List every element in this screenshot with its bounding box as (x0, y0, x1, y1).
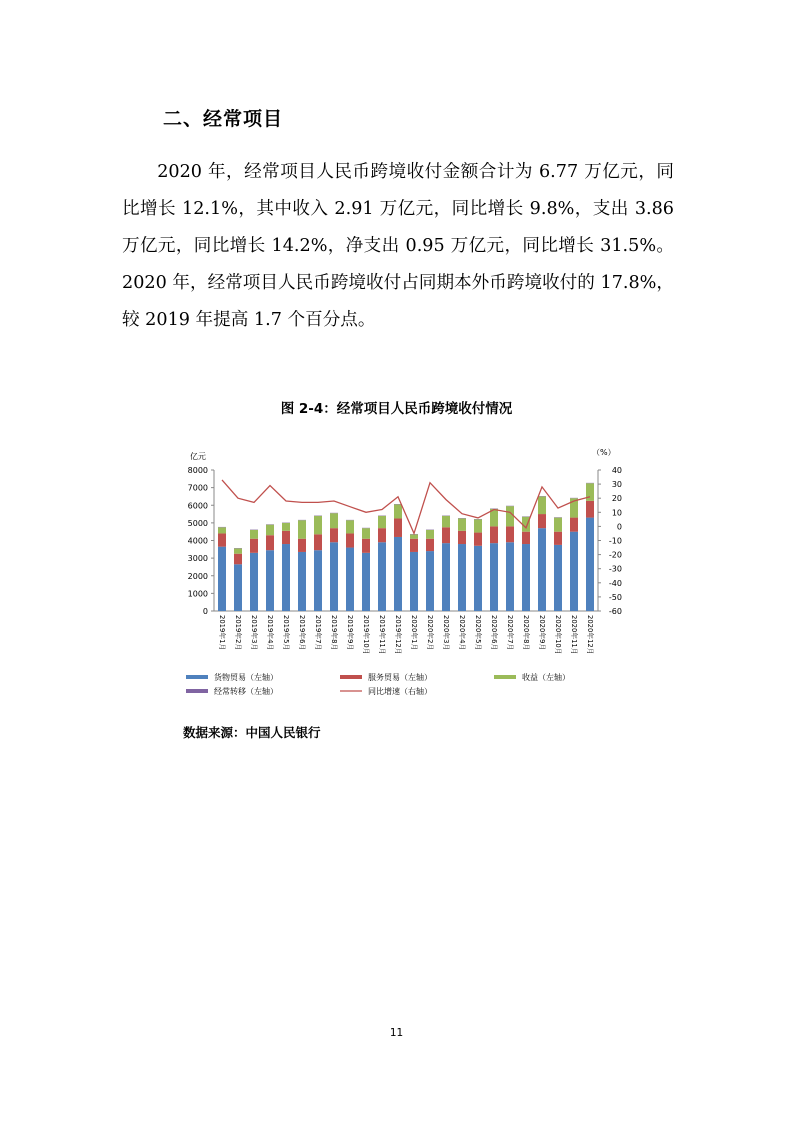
x-tick-label: 2019年8月 (330, 615, 338, 651)
x-tick-label: 2019年11月 (378, 615, 386, 655)
bar-segment-0 (458, 544, 466, 611)
x-tick-label: 2019年1月 (218, 615, 226, 651)
bar-segment-0 (474, 546, 482, 611)
bar-segment-2 (426, 530, 434, 539)
right-tick-label: 0 (616, 522, 622, 532)
legend-swatch (494, 675, 516, 679)
left-tick-label: 2000 (187, 571, 208, 581)
bar-segment-1 (554, 532, 562, 545)
bar-segment-2 (314, 516, 322, 535)
left-tick-label: 1000 (187, 589, 208, 599)
bar-segment-0 (298, 552, 306, 611)
bar-segment-2 (506, 506, 514, 526)
right-tick-label: -20 (608, 550, 622, 560)
bar-segment-0 (282, 544, 290, 611)
bar-segment-0 (218, 547, 226, 611)
legend-label: 货物贸易（左轴） (214, 673, 278, 682)
x-tick-label: 2020年6月 (490, 615, 498, 651)
bar-segment-1 (522, 532, 530, 544)
x-tick-label: 2020年7月 (506, 615, 514, 651)
bar-segment-0 (394, 537, 402, 611)
bar-segment-1 (474, 533, 482, 546)
left-axis-unit: 亿元 (190, 452, 206, 461)
x-tick-label: 2020年8月 (522, 615, 530, 651)
x-tick-label: 2020年4月 (458, 615, 466, 651)
bar-segment-0 (554, 545, 562, 611)
left-tick-label: 0 (202, 607, 208, 616)
x-tick-label: 2020年10月 (554, 615, 562, 655)
left-tick-label: 7000 (187, 483, 208, 493)
bar-segment-1 (442, 527, 450, 543)
bar-segment-0 (570, 532, 578, 611)
bar-segment-1 (250, 539, 258, 553)
bar-segment-1 (298, 539, 306, 552)
page-number: 11 (389, 1027, 404, 1039)
bar-segment-2 (298, 520, 306, 539)
right-tick-label: -40 (608, 578, 622, 588)
growth-rate-line (222, 480, 590, 534)
legend-label: 收益（左轴） (522, 673, 570, 682)
legend-label: 经常转移（左轴） (214, 687, 278, 696)
x-tick-label: 2020年5月 (474, 615, 482, 651)
legend-swatch (186, 689, 208, 693)
x-tick-label: 2019年5月 (282, 615, 290, 651)
bar-segment-2 (330, 513, 338, 528)
x-tick-label: 2019年9月 (346, 615, 354, 651)
bar-segment-2 (538, 496, 546, 514)
left-tick-label: 6000 (187, 501, 208, 511)
bar-segment-2 (378, 516, 386, 528)
right-tick-label: -50 (608, 592, 622, 602)
bar-segment-2 (218, 527, 226, 533)
bar-segment-0 (266, 550, 274, 611)
bar-segment-1 (410, 539, 418, 552)
x-tick-label: 2019年3月 (250, 615, 258, 651)
bar-segment-0 (314, 550, 322, 611)
bar-segment-1 (426, 539, 434, 551)
right-tick-label: 20 (611, 494, 622, 504)
x-tick-label: 2020年3月 (442, 615, 450, 651)
right-tick-label: 30 (611, 480, 622, 490)
left-tick-label: 3000 (187, 554, 208, 564)
legend-swatch (340, 675, 362, 679)
bar-segment-2 (266, 525, 274, 536)
legend-swatch (186, 675, 208, 679)
x-tick-label: 2019年6月 (298, 615, 306, 651)
bar-segment-1 (458, 531, 466, 544)
right-tick-label: -10 (608, 536, 622, 546)
bar-segment-0 (234, 564, 242, 611)
bar-segment-1 (218, 533, 226, 546)
bar-segment-0 (362, 553, 370, 611)
x-tick-label: 2019年4月 (266, 615, 274, 651)
x-tick-label: 2019年2月 (234, 615, 242, 651)
bar-segment-0 (250, 553, 258, 611)
bar-segment-1 (346, 533, 354, 547)
bar-segment-0 (506, 542, 514, 611)
bar-segment-0 (346, 548, 354, 611)
body-paragraph: 2020 年，经常项目人民币跨境收付金额合计为 6.77 万亿元，同比增长 12.1%，其中收入 2.91 万亿元，同比增长 9.8%，支出 3.86 万亿元，同比增长 14.2%，净支出 0.95 万亿元，同比增长 31.5%。2020 年，经常项目人民币跨境收付占同期本外币跨境收付的 17.8%，较 2019 年提高 1.7 个百分点。 (122, 162, 674, 330)
bar-segment-0 (538, 528, 546, 611)
x-tick-label: 2019年12月 (394, 615, 402, 655)
bar-segment-1 (506, 526, 514, 542)
bar-segment-2 (458, 518, 466, 530)
bar-segment-0 (378, 542, 386, 611)
x-tick-label: 2020年1月 (410, 615, 418, 651)
bar-segment-1 (490, 526, 498, 543)
x-tick-label: 2019年10月 (362, 615, 370, 655)
bar-segment-1 (570, 518, 578, 532)
right-tick-label: -30 (608, 564, 622, 574)
bar-segment-1 (394, 518, 402, 537)
bar-segment-2 (234, 548, 242, 553)
bar-segment-1 (282, 531, 290, 544)
bar-segment-2 (394, 504, 402, 518)
bar-segment-2 (282, 523, 290, 531)
bar-segment-0 (490, 543, 498, 611)
right-axis-unit: （%） (592, 448, 616, 457)
bar-segment-0 (426, 551, 434, 611)
bar-segment-0 (522, 544, 530, 611)
left-tick-label: 4000 (187, 536, 208, 546)
bar-segment-0 (330, 542, 338, 611)
bar-segment-1 (266, 535, 274, 550)
bar-segment-1 (378, 528, 386, 542)
bar-segment-1 (314, 534, 322, 550)
bar-segment-1 (234, 554, 242, 565)
bar-segment-0 (410, 552, 418, 611)
bar-segment-1 (586, 501, 594, 518)
bar-segment-2 (474, 519, 482, 532)
x-tick-label: 2020年11月 (570, 615, 578, 655)
bar-segment-2 (362, 528, 370, 539)
legend-label: 服务贸易（左轴） (368, 673, 432, 682)
x-tick-label: 2019年7月 (314, 615, 322, 651)
bar-segment-2 (250, 530, 258, 539)
right-tick-label: 40 (611, 466, 622, 475)
bar-segment-1 (330, 528, 338, 542)
current-account-chart (170, 445, 630, 705)
left-tick-label: 5000 (187, 518, 208, 528)
bar-segment-0 (442, 543, 450, 611)
bar-segment-0 (586, 518, 594, 611)
right-tick-label: 10 (611, 508, 622, 518)
x-tick-label: 2020年12月 (586, 615, 594, 655)
x-tick-label: 2020年9月 (538, 615, 546, 651)
bar-segment-1 (538, 514, 546, 528)
left-tick-label: 8000 (187, 466, 208, 475)
section-heading: 二、经常项目 (163, 108, 284, 130)
bar-segment-2 (346, 520, 354, 533)
bar-segment-2 (442, 516, 450, 527)
figure-source: 数据来源：中国人民银行 (183, 725, 321, 740)
bar-segment-2 (554, 518, 562, 532)
figure-title: 图 2-4：经常项目人民币跨境收付情况 (280, 401, 513, 417)
right-tick-label: -60 (608, 607, 622, 616)
legend-label: 同比增速（右轴） (368, 687, 432, 696)
x-tick-label: 2020年2月 (426, 615, 434, 651)
bar-segment-1 (362, 539, 370, 553)
